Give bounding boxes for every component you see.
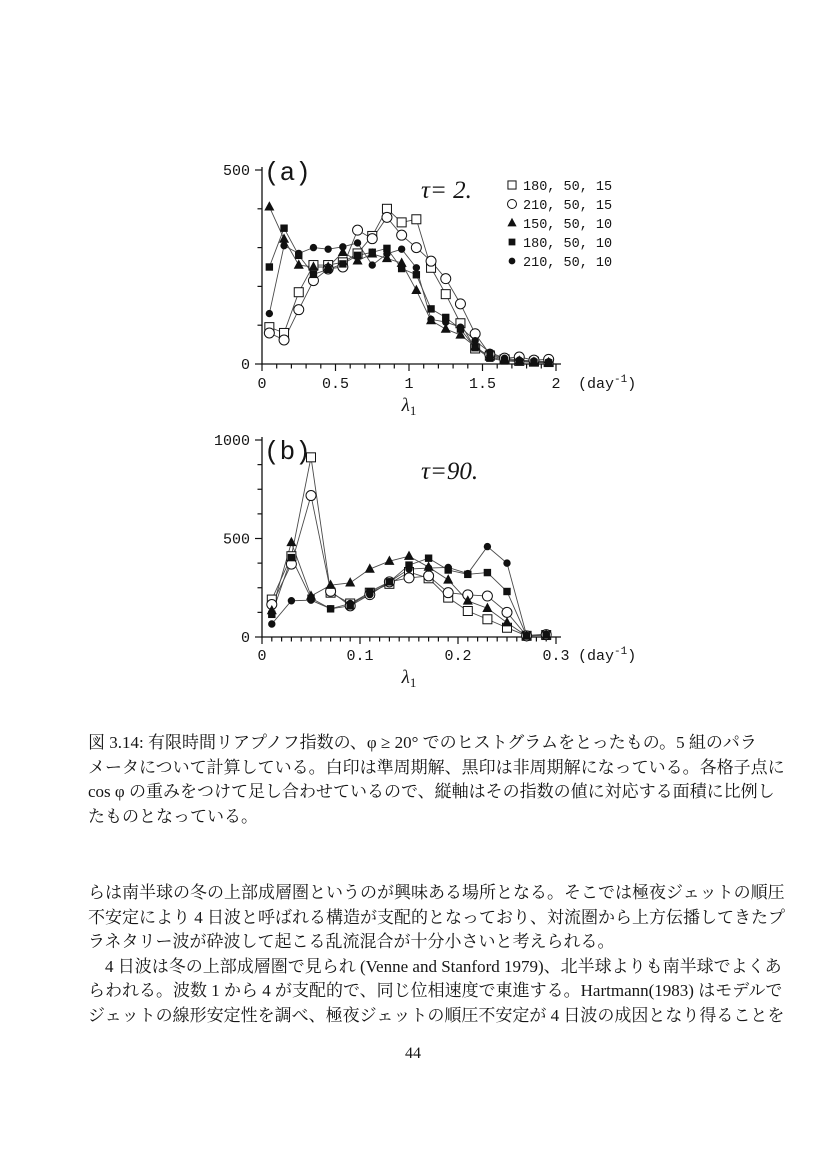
circle-open-marker xyxy=(264,328,274,338)
square-open-marker xyxy=(463,606,472,615)
square-open-marker xyxy=(483,615,492,624)
body-line: 不安定により 4 日波と呼ばれる構造が支配的となっており、対流圏から上方伝播してきたプ xyxy=(88,907,785,927)
square-filled-marker xyxy=(266,264,272,270)
circle-filled-marker xyxy=(281,242,287,248)
circle-filled-marker xyxy=(308,597,314,603)
circle-filled-marker xyxy=(269,621,275,627)
circle-open-marker xyxy=(455,299,465,309)
circle-filled-marker xyxy=(445,564,451,570)
circle-filled-marker xyxy=(523,632,529,638)
circle-filled-marker xyxy=(406,566,412,572)
chart-b-histogram-tau90 xyxy=(140,415,820,705)
triangle-filled-marker xyxy=(503,618,511,626)
square-filled-marker xyxy=(504,588,510,594)
square-filled-marker xyxy=(484,569,490,575)
square-open-marker xyxy=(294,288,303,297)
square-filled-marker xyxy=(428,306,434,312)
axes xyxy=(262,437,561,637)
x-tick-label: 1.5 xyxy=(468,376,497,393)
legend-entry-label: 180, 50, 10 xyxy=(523,237,613,252)
circle-open-marker xyxy=(382,212,392,222)
circle-filled-marker xyxy=(398,246,404,252)
circle-filled-marker xyxy=(509,258,515,264)
circle-filled-marker xyxy=(288,598,294,604)
square-open-marker xyxy=(397,218,406,227)
circle-filled-marker xyxy=(369,262,375,268)
tau-annotation: τ= 2. xyxy=(421,177,472,204)
circle-open-marker xyxy=(443,588,453,598)
circle-open-marker xyxy=(367,234,377,244)
x-tick-label: 2 xyxy=(551,376,561,393)
circle-filled-marker xyxy=(465,570,471,576)
square-open-marker xyxy=(508,181,516,189)
circle-open-marker xyxy=(279,335,289,345)
circle-filled-marker xyxy=(516,357,522,363)
circle-filled-marker xyxy=(310,244,316,250)
square-filled-marker xyxy=(325,266,331,272)
caption-line: たものとなっている。 xyxy=(88,806,258,826)
circle-filled-marker xyxy=(443,319,449,325)
circle-open-marker xyxy=(502,607,512,617)
x-tick-label: 0.1 xyxy=(346,648,374,665)
x-tick-label: 0 xyxy=(257,376,267,393)
y-tick-label: 0 xyxy=(240,630,250,647)
body-line: らわれる。波数 1 から 4 が支配的で、同じ位相速度で東進する。Hartmann(1983) はモデルで xyxy=(88,981,783,1001)
circle-filled-marker xyxy=(428,316,434,322)
square-filled-marker xyxy=(509,239,515,245)
circle-filled-marker xyxy=(504,560,510,566)
circle-filled-marker xyxy=(484,543,490,549)
body-line: 4 日波は冬の上部成層圏で見られ (Venne and Stanford 1979)、北半球よりも南半球でよくあ xyxy=(88,956,782,976)
circle-open-marker xyxy=(411,243,421,253)
panel-label: (a) xyxy=(264,158,311,188)
square-filled-marker xyxy=(369,249,375,255)
y-tick-label: 1000 xyxy=(213,433,250,450)
square-filled-marker xyxy=(340,261,346,267)
x-tick-label: 0.5 xyxy=(321,376,350,393)
circle-open-marker xyxy=(508,200,517,209)
circle-filled-marker xyxy=(531,358,537,364)
circle-open-marker xyxy=(397,230,407,240)
triangle-filled-marker xyxy=(412,286,420,294)
circle-open-marker xyxy=(426,256,436,266)
circle-filled-marker xyxy=(325,246,331,252)
triangle-filled-marker xyxy=(346,578,354,586)
circle-filled-marker xyxy=(384,251,390,257)
square-filled-marker xyxy=(288,554,294,560)
triangle-filled-marker xyxy=(295,260,303,268)
circle-filled-marker xyxy=(266,310,272,316)
caption-line: 図 3.14: 有限時間リアプノフ指数の、φ ≥ 20° でのヒストグラムをとったもの。5 組のパラ xyxy=(88,733,757,752)
circle-open-marker xyxy=(306,491,316,501)
circle-open-marker xyxy=(404,573,414,583)
circle-open-marker xyxy=(294,305,304,315)
square-filled-marker xyxy=(398,265,404,271)
triangle-filled-marker xyxy=(508,219,516,226)
circle-filled-marker xyxy=(413,265,419,271)
circle-filled-marker xyxy=(425,565,431,571)
legend-entry-label: 150, 50, 10 xyxy=(523,218,613,233)
circle-open-marker xyxy=(424,571,434,581)
x-tick-label: 1 xyxy=(404,376,414,393)
circle-open-marker xyxy=(482,591,492,601)
circle-open-marker xyxy=(353,225,363,235)
triangle-filled-marker xyxy=(265,202,273,210)
legend-entry-label: 210, 50, 10 xyxy=(523,256,613,271)
body-line: ジェットの線形安定性を調べ、極夜ジェットの順圧不安定が 4 日波の成因となり得ることを xyxy=(88,1005,785,1025)
circle-filled-marker xyxy=(386,579,392,585)
square-filled-marker xyxy=(472,345,478,351)
chart-a-histogram-tau2 xyxy=(140,140,820,425)
x-unit-label: (day$^{-1}$) xyxy=(578,646,637,665)
caption-line: cos φ の重みをつけて足し合わせているので、縦軸はその指数の値に対応する面積に比例し xyxy=(88,782,775,802)
circle-filled-marker xyxy=(457,324,463,330)
triangle-filled-marker xyxy=(444,575,452,583)
body-line: ラネタリー波が砕波して起こる乱流混合が十分小さいと考えられる。 xyxy=(88,932,615,952)
x-axis-label-lambda1: $\lambda_1$ xyxy=(401,395,417,418)
x-tick-label: 0.2 xyxy=(444,648,472,665)
page-number: 44 xyxy=(405,1045,421,1062)
circle-filled-marker xyxy=(354,240,360,246)
circle-filled-marker xyxy=(347,600,353,606)
circle-filled-marker xyxy=(487,349,493,355)
square-filled-marker xyxy=(269,611,275,617)
triangle-filled-marker xyxy=(405,552,413,560)
circle-filled-marker xyxy=(327,606,333,612)
y-tick-label: 500 xyxy=(222,531,250,549)
legend-entry-label: 210, 50, 15 xyxy=(523,199,613,214)
y-tick-label: 500 xyxy=(222,163,250,180)
circle-filled-marker xyxy=(501,355,507,361)
circle-filled-marker xyxy=(340,244,346,250)
circle-open-marker xyxy=(441,274,451,284)
circle-filled-marker xyxy=(367,591,373,597)
x-axis-label-lambda1: $\lambda_1$ xyxy=(401,667,417,690)
tau-annotation: τ=90. xyxy=(421,458,479,485)
x-unit-label: (day$^{-1}$) xyxy=(578,374,637,393)
square-filled-marker xyxy=(310,271,316,277)
circle-filled-marker xyxy=(543,631,549,637)
square-filled-marker xyxy=(425,555,431,561)
square-filled-marker xyxy=(354,252,360,258)
x-tick-label: 0.3 xyxy=(542,648,570,665)
circle-filled-marker xyxy=(545,358,551,364)
square-filled-marker xyxy=(413,272,419,278)
legend-entry-label: 180, 50, 15 xyxy=(523,180,613,195)
series-line xyxy=(269,217,548,360)
y-tick-label: 0 xyxy=(240,357,250,374)
panel-label: (b) xyxy=(264,437,311,467)
square-open-marker xyxy=(412,215,421,224)
body-text xyxy=(88,881,785,1029)
figure-caption xyxy=(88,731,785,829)
caption-line: メータについて計算している。白印は準周期解、黒印は非周期解になっている。各格子点に xyxy=(88,757,785,777)
circle-filled-marker xyxy=(296,250,302,256)
circle-filled-marker xyxy=(472,338,478,344)
x-tick-label: 0 xyxy=(257,648,267,665)
body-line: らは南半球の冬の上部成層圏というのが興味ある場所となる。そこでは極夜ジェットの順圧 xyxy=(88,883,785,902)
square-open-marker xyxy=(441,290,450,299)
square-filled-marker xyxy=(281,225,287,231)
